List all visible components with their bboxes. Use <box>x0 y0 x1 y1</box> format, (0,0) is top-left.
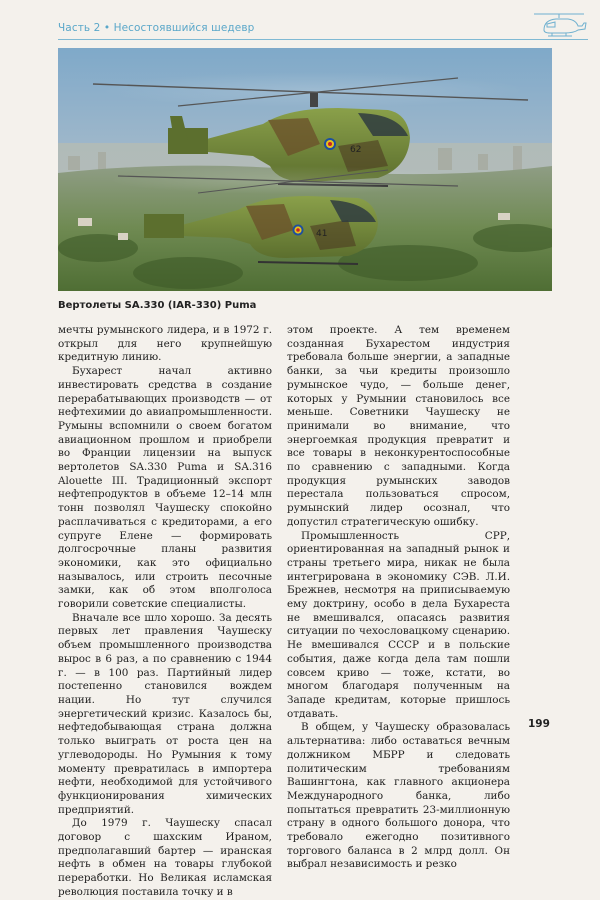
paragraph: этом проекте. А тем временем созданная Бухарестом индустрия требовала больше энергии, а западные банки, за чьи кредиты произошло румынское чудо, — больше денег, которых у Румынии становилось все меньше. Советники Чаушеску не принимали во внимание, что энергоемкая продукция превратит и все товары в неконкурентоспособные по сравнению с западными. Когда продукция румынских заводов перестала пользоваться спросом, румынский лидер осознал, что допустил стратегическую ошибку. <box>287 324 510 528</box>
paragraph: Вначале все шло хорошо. За десять первых лет правления Чаушеску объем промышленного производства вырос в 6 раз, а по сравнению с 1944 г. — в 100 раз. Партийный лидер постепенно становился вождем нации. Но тут случился энергетический кризис. Казалось бы, нефтедобывающая страна должна только выиграть от роста цен на углеводороды. Но Румыния к тому моменту превратилась в импортера нефти, необходимой для устойчивого функционирования химических предприятий. <box>58 611 272 816</box>
page-number: 199 <box>528 718 550 730</box>
paragraph: Промышленность СРР, ориентированная на западный рынок и страны третьего мира, никак не была интегрирована в экономику СЭВ. Л.И. Брежнев, несмотря на приписываемую ему доктрину, особо в дела Бухареста не вмешивался, опасаясь развития ситуации по чехословацкому сценарию. Не вмешивался СССР и в польские события, даже когда дела там пошли совсем криво — тоже, кстати, во многом благодаря полученным на Западе кредитам, которые пришлось отдавать. <box>287 529 510 720</box>
photo-caption: Вертолеты SA.330 (IAR-330) Puma <box>58 300 257 311</box>
tail-number-back: 41 <box>316 229 328 239</box>
helicopters-photo <box>58 48 552 291</box>
paragraph: мечты румынского лидера, и в 1972 г. открыл для него крупнейшую кредитную линию. <box>58 324 272 364</box>
paragraph: В общем, у Чаушеску образовалась альтернатива: либо оставаться вечным должником МБРР и следовать политическим требованиям Вашингтона, как главного акционера Международного банка, либо попытаться превратить 23-миллионную страну в одного большого донора, что требовало ежегодно позитивного торгового баланса в 2 млрд долл. Он выбрал независимость и резко <box>287 721 510 871</box>
section-title: Часть 2 • Несостоявшийся шедевр <box>58 22 255 34</box>
tail-number-front: 62 <box>350 145 362 155</box>
text-column-left <box>58 324 272 900</box>
helicopter-icon <box>530 8 588 38</box>
paragraph: До 1979 г. Чаушеску спасал договор с шахским Ираном, предполагавший бартер — иранская нефть в обмен на товары глубокой переработки. Но Великая исламская революция поставила точку и в <box>58 817 272 898</box>
header-rule <box>58 39 588 40</box>
running-header <box>0 0 600 40</box>
paragraph: Бухарест начал активно инвестировать средства в создание перерабатывающих производств — от нефтехимии до авиапромышленности. Румыны вспомнили о своем богатом авиационном прошлом и приобрели во Франции лицензии на выпуск вертолетов SA.330 Puma и SA.316 Alouette III. Традиционный экспорт нефтепродуктов в объеме 12–14 млн тонн позволял Чаушеску спокойно расплачиваться с кредиторами, а его супруге Елене — формировать долгосрочные планы развития экономики, как это официально называлось, или строить песочные замки, как об этом вполголоса говорили советские специалисты. <box>58 365 272 611</box>
text-column-right <box>287 324 510 872</box>
